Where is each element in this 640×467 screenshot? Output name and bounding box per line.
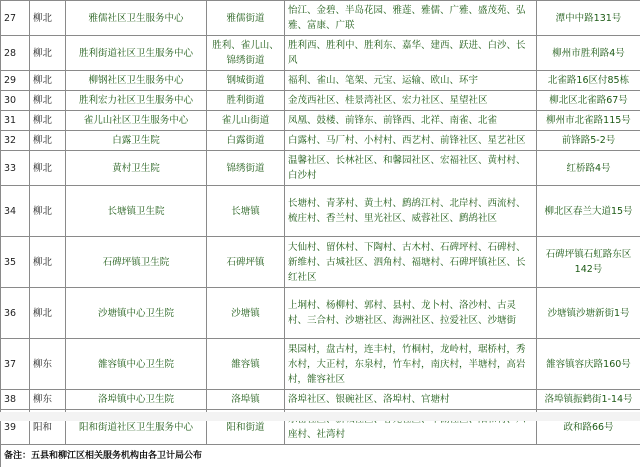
district: 柳东 bbox=[30, 390, 66, 410]
district: 柳北 bbox=[30, 91, 66, 111]
service-scope: 凤凰、鼓楼、前锋东、前锋西、北祥、南雀、北雀 bbox=[285, 111, 537, 131]
table-row bbox=[1, 390, 640, 410]
institution-name: 阳和街道社区卫生服务中心 bbox=[66, 410, 207, 445]
institution-name: 沙塘镇中心卫生院 bbox=[66, 288, 207, 339]
table-row bbox=[1, 186, 640, 237]
table-row bbox=[1, 36, 640, 71]
table-row bbox=[1, 131, 640, 151]
table-row bbox=[1, 91, 640, 111]
street-name: 雀儿山街道 bbox=[207, 111, 285, 131]
district: 柳东 bbox=[30, 339, 66, 390]
row-number: 39 bbox=[1, 410, 30, 445]
district: 柳北 bbox=[30, 151, 66, 186]
street-name: 白露街道 bbox=[207, 131, 285, 151]
service-scope: 大仙村、留休村、下陶村、古木村、石碑坪村、石碑村、新维村、古城社区、泗角村、福塘村、石碑坪镇社区、长红社区 bbox=[285, 237, 537, 288]
service-scope: 胜利西、胜利中、胜利东、嘉华、建西、跃进、白沙、长风 bbox=[285, 36, 537, 71]
district: 柳北 bbox=[30, 186, 66, 237]
table-row bbox=[1, 339, 640, 390]
institution-name: 雒容镇中心卫生院 bbox=[66, 339, 207, 390]
address: 红桥路4号 bbox=[537, 151, 640, 186]
district: 柳北 bbox=[30, 1, 66, 36]
service-scope: 上垌村、杨柳村、郭村、县村、龙卜村、洛沙村、古灵村、三合村、沙塘社区、海洲社区、拉爱社区、沙塘街 bbox=[285, 288, 537, 339]
institution-name: 雅儒社区卫生服务中心 bbox=[66, 1, 207, 36]
table-note: 备注：五县和柳江区相关服务机构由各卫计局公布 bbox=[1, 445, 640, 467]
address: 石碑坪镇石虹路东区142号 bbox=[537, 237, 640, 288]
institution-name: 黄村卫生院 bbox=[66, 151, 207, 186]
address: 洛埠镇振鹤街1-14号 bbox=[537, 390, 640, 410]
street-name: 石碑坪镇 bbox=[207, 237, 285, 288]
street-name: 沙塘镇 bbox=[207, 288, 285, 339]
district: 柳北 bbox=[30, 131, 66, 151]
district: 柳北 bbox=[30, 71, 66, 91]
address: 柳州市北雀路115号 bbox=[537, 111, 640, 131]
service-scope: 金茂西社区、桂景湾社区、宏力社区、星望社区 bbox=[285, 91, 537, 111]
institution-name: 雀儿山社区卫生服务中心 bbox=[66, 111, 207, 131]
address: 柳州市胜利路4号 bbox=[537, 36, 640, 71]
district: 柳北 bbox=[30, 237, 66, 288]
table-row bbox=[1, 71, 640, 91]
service-scope: 白露村、马厂村、小村村、西艺村、前锋社区、星艺社区 bbox=[285, 131, 537, 151]
service-scope: 长塘村、青茅村、黄土村、鹧鸪江村、北岸村、西流村、梳庄村、香兰村、里光社区、威蓉社区、鹧鸪社区 bbox=[285, 186, 537, 237]
page-bottom-strip bbox=[0, 412, 640, 421]
district: 柳北 bbox=[30, 288, 66, 339]
street-name: 洛埠镇 bbox=[207, 390, 285, 410]
service-scope: 怡江、金碧、半岛花园、雅莲、雅儒、广雅、盛茂苑、弘雅、富康、广联 bbox=[285, 1, 537, 36]
service-scope: 温馨社区、长林社区、和馨园社区、宏福社区、黄村村、白沙村 bbox=[285, 151, 537, 186]
row-number: 34 bbox=[1, 186, 30, 237]
institution-name: 石碑坪镇卫生院 bbox=[66, 237, 207, 288]
row-number: 37 bbox=[1, 339, 30, 390]
table-row bbox=[1, 151, 640, 186]
service-scope: 福利、雀山、笔架、元宝、运输、欧山、环宇 bbox=[285, 71, 537, 91]
service-scope: 洛埠社区、银碗社区、洛埠村、官塘村 bbox=[285, 390, 537, 410]
table-row bbox=[1, 1, 640, 36]
table-row bbox=[1, 237, 640, 288]
address: 政和路66号 bbox=[537, 410, 640, 445]
institution-name: 洛埠镇中心卫生院 bbox=[66, 390, 207, 410]
row-number: 31 bbox=[1, 111, 30, 131]
table-row bbox=[1, 288, 640, 339]
row-number: 33 bbox=[1, 151, 30, 186]
row-number: 38 bbox=[1, 390, 30, 410]
street-name: 阳和街道 bbox=[207, 410, 285, 445]
institution-name: 胜利街道社区卫生服务中心 bbox=[66, 36, 207, 71]
row-number: 30 bbox=[1, 91, 30, 111]
address: 雒容镇容庆路160号 bbox=[537, 339, 640, 390]
address: 北雀路16区付85栋 bbox=[537, 71, 640, 91]
street-name: 胜利街道 bbox=[207, 91, 285, 111]
row-number: 28 bbox=[1, 36, 30, 71]
address: 潭中中路131号 bbox=[537, 1, 640, 36]
district: 柳北 bbox=[30, 111, 66, 131]
service-scope: 座村、社湾村 bbox=[285, 410, 537, 445]
row-number: 32 bbox=[1, 131, 30, 151]
street-name: 雅儒街道 bbox=[207, 1, 285, 36]
row-number: 29 bbox=[1, 71, 30, 91]
table-row bbox=[1, 111, 640, 131]
address: 前锋路5-2号 bbox=[537, 131, 640, 151]
street-name: 锦绣街道 bbox=[207, 151, 285, 186]
note-row bbox=[1, 445, 640, 467]
row-number: 35 bbox=[1, 237, 30, 288]
address: 柳北区北雀路67号 bbox=[537, 91, 640, 111]
street-name: 长塘镇 bbox=[207, 186, 285, 237]
street-name: 钢城街道 bbox=[207, 71, 285, 91]
institution-name: 柳钢社区卫生服务中心 bbox=[66, 71, 207, 91]
row-number: 36 bbox=[1, 288, 30, 339]
service-scope: 果园村，盘古村，连丰村，竹桐村，龙岭村，琚桥村，秀水村，大正村，东泉村，竹车村，南庆村，半塘村，高岩村，雒容社区 bbox=[285, 339, 537, 390]
district: 柳北 bbox=[30, 36, 66, 71]
institution-name: 长塘镇卫生院 bbox=[66, 186, 207, 237]
address: 沙塘镇沙塘新街1号 bbox=[537, 288, 640, 339]
row-number: 27 bbox=[1, 1, 30, 36]
institution-name: 胜利宏力社区卫生服务中心 bbox=[66, 91, 207, 111]
street-name: 胜利、雀儿山、锦绣街道 bbox=[207, 36, 285, 71]
institution-name: 白露卫生院 bbox=[66, 131, 207, 151]
address: 柳北区春兰大道15号 bbox=[537, 186, 640, 237]
district: 阳和 bbox=[30, 410, 66, 445]
street-name: 雒容镇 bbox=[207, 339, 285, 390]
